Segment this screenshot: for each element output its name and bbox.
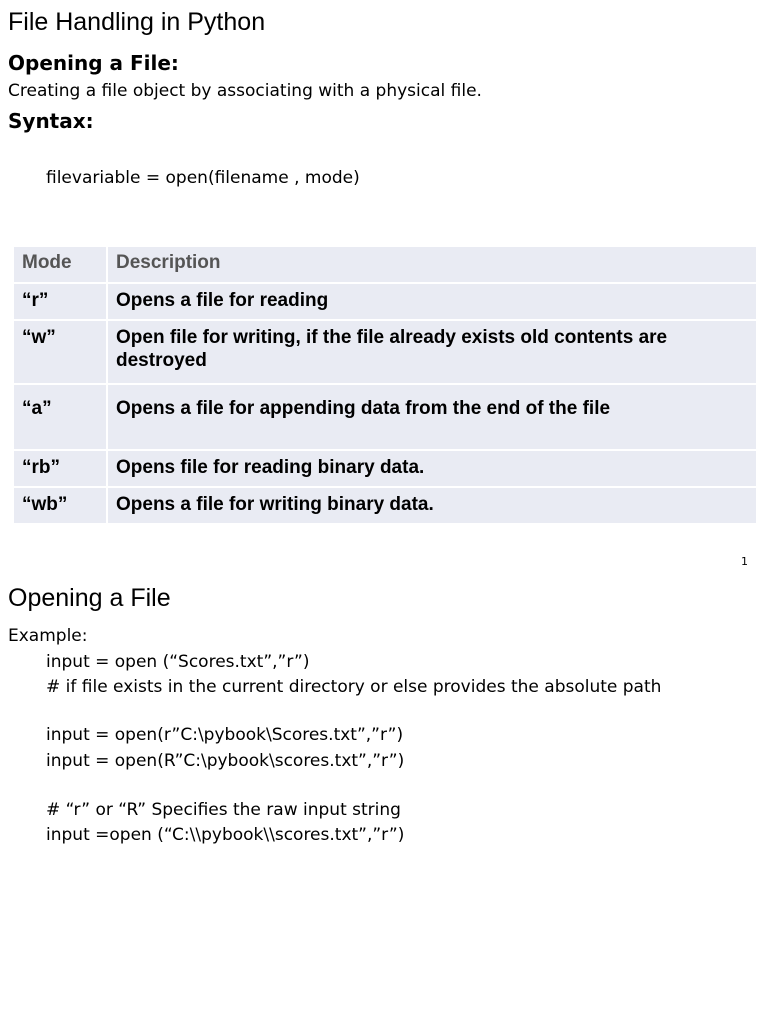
mode-cell: “a”	[14, 384, 107, 450]
example-label: Example:	[8, 626, 88, 646]
mode-cell: “r”	[14, 283, 107, 320]
code-line: input = open (“Scores.txt”,”r”)	[46, 652, 310, 672]
opening-file-heading: Opening a File:	[8, 51, 179, 75]
code-line: input = open(r”C:\pybook\Scores.txt”,”r”)	[46, 725, 404, 745]
mode-cell: “rb”	[14, 450, 107, 487]
description-cell: Open file for writing, if the file already exists old contents are destroyed	[107, 320, 756, 384]
code-comment: # if file exists in the current directory or else provides the absolute path	[46, 677, 662, 697]
section-title: Opening a File	[8, 584, 171, 612]
description-cell: Opens a file for appending data from the end of the file	[107, 384, 756, 450]
table-row	[14, 283, 756, 320]
code-comment: # “r” or “R” Specifies the raw input string	[46, 800, 401, 820]
file-modes-table	[14, 245, 756, 525]
table-row	[14, 450, 756, 487]
mode-cell: “w”	[14, 320, 107, 384]
syntax-code: filevariable = open(filename , mode)	[46, 168, 360, 188]
table-row	[14, 487, 756, 524]
table-row	[14, 384, 756, 450]
opening-file-description: Creating a file object by associating with a physical file.	[8, 81, 482, 101]
page-number: 1	[741, 555, 748, 568]
code-line: input =open (“C:\\pybook\\scores.txt”,”r”)	[46, 825, 405, 845]
description-cell: Opens a file for writing binary data.	[107, 487, 756, 524]
mode-column-header: Mode	[14, 246, 107, 283]
mode-cell: “wb”	[14, 487, 107, 524]
description-column-header: Description	[107, 246, 756, 283]
page-title: File Handling in Python	[8, 8, 266, 36]
code-line: input = open(R”C:\pybook\scores.txt”,”r”)	[46, 751, 405, 771]
description-cell: Opens a file for reading	[107, 283, 756, 320]
description-cell: Opens file for reading binary data.	[107, 450, 756, 487]
table-row	[14, 320, 756, 384]
table-header-row	[14, 246, 756, 283]
syntax-heading: Syntax:	[8, 109, 94, 133]
